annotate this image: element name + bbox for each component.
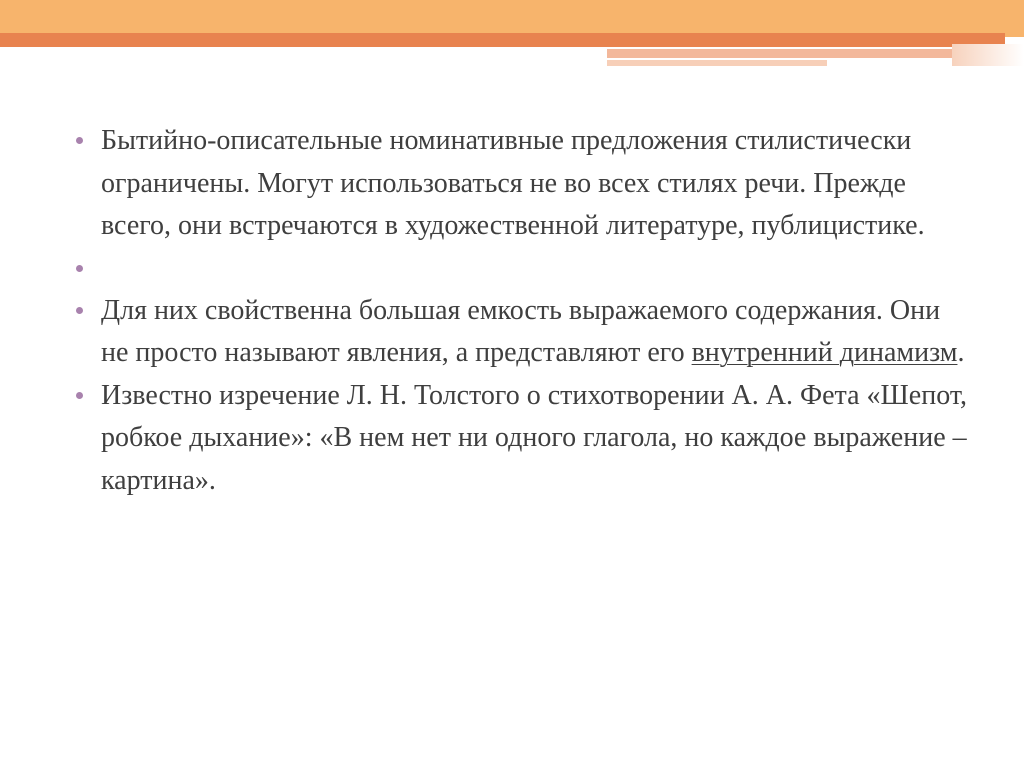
bullet-item: [74, 375, 974, 503]
bullet-text: Бытийно-описательные номинативные предложения стилистически ограничены. Могут использоваться не во всех стилях речи. Прежде всего, они встречаются в художественной литературе, публицистике.: [101, 125, 925, 241]
header-stripe-thin: [607, 60, 827, 66]
bullet-icon: [76, 307, 83, 314]
header-stripe: [607, 49, 952, 58]
bullet-item-empty: [74, 248, 974, 290]
bullet-text-end: .: [957, 337, 965, 368]
slide-body: [74, 120, 974, 502]
header-stripe-fade: [952, 44, 1024, 66]
bullet-icon: [76, 137, 83, 144]
bullet-text: Известно изречение Л. Н. Толстого о стихотворении А. А. Фета «Шепот, робкое дыхание»: «В нем нет ни одного глагола, но каждое выражение – картина».: [101, 379, 967, 496]
bullet-list: [74, 120, 974, 502]
bullet-icon: [76, 265, 83, 272]
bullet-text: Для них свойственна большая емкость выражаемого содержания. Они не просто называют явления, а представляют его: [101, 294, 941, 368]
header-band-accent: [0, 33, 1005, 47]
bullet-item: [74, 290, 974, 375]
bullet-icon: [76, 392, 83, 399]
header-band: [0, 0, 1024, 37]
underlined-phrase: внутренний динамизм: [691, 337, 958, 368]
bullet-item: [74, 120, 974, 248]
